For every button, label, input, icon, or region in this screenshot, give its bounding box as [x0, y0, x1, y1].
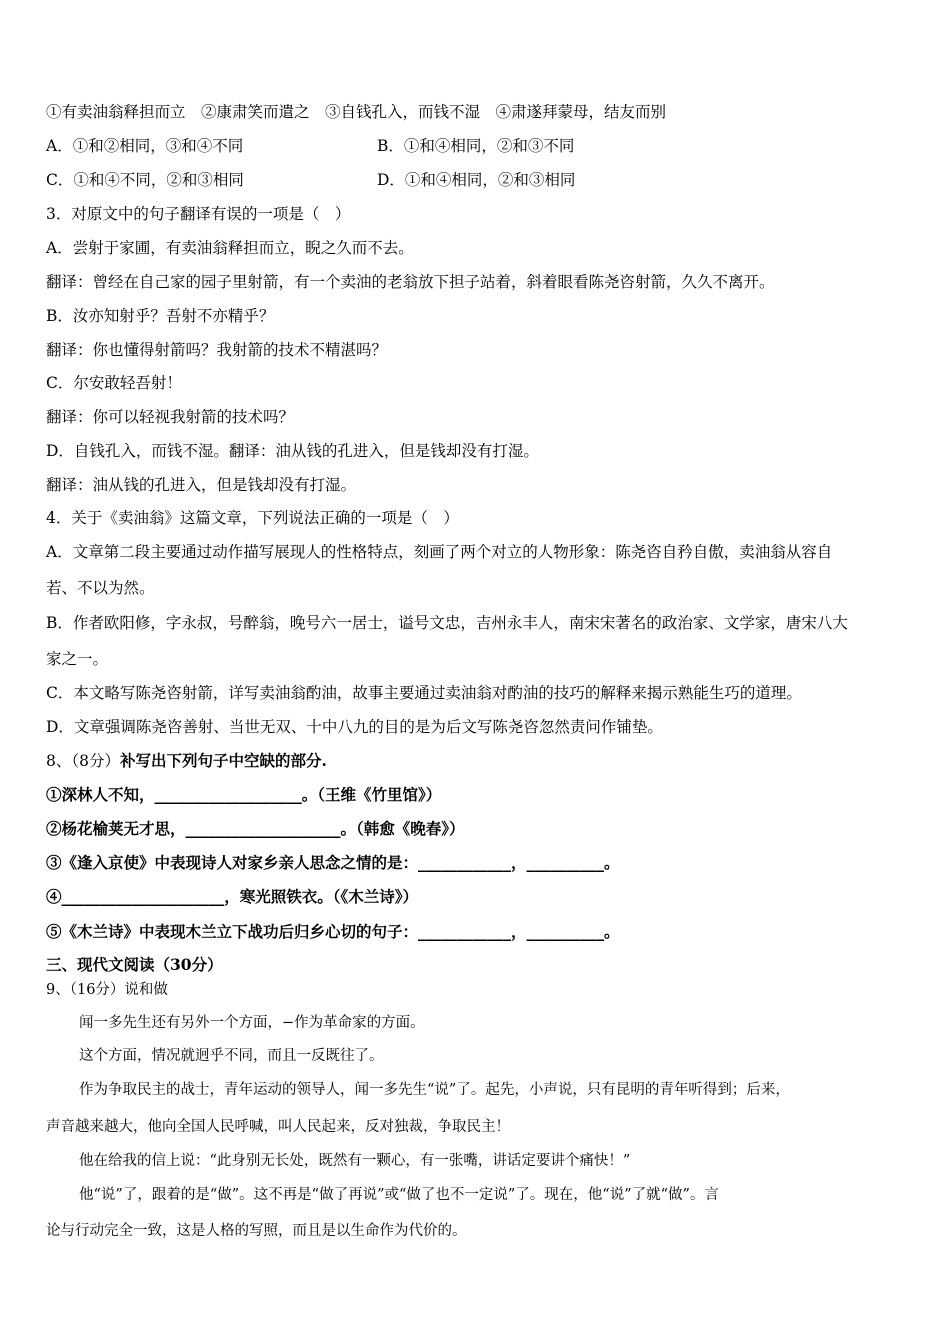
q4-option-a-line2: 若、不以为然。: [46, 579, 155, 597]
q4-option-a-line1: A．文章第二段主要通过动作描写展现人的性格特点，刻画了两个对立的人物形象：陈尧咨自矜自傲，卖油翁从容自: [46, 543, 833, 561]
q4-stem: 4．关于《卖油翁》这篇文章，下列说法正确的一项是（ ）: [46, 509, 459, 527]
passage-paragraph-3-line2: 声音越来越大，他向全国人民呼喊，叫人民起来，反对独裁，争取民主！: [46, 1119, 510, 1135]
section-3-title: 三、现代文阅读（30分）: [46, 955, 223, 974]
q3-option-b-translation: 翻译：你也懂得射箭吗？我射箭的技术不精湛吗？: [46, 341, 388, 359]
q4-option-c: C．本文略写陈尧咨射箭，详写卖油翁酌油，故事主要通过卖油翁对酌油的技巧的解释来揭示熟能生巧的道理。: [46, 684, 802, 702]
q2-option-a: A．①和②相同，③和④不同: [46, 137, 244, 155]
passage-paragraph-1: 闻一多先生还有另外一个方面，−作为革命家的方面。: [79, 1015, 425, 1031]
q8-heading: [46, 751, 327, 771]
q8-item-3: ③《逢入京使》中表现诗人对家乡亲人思念之情的是：____________，__________。: [46, 853, 620, 872]
q3-option-a-translation: 翻译：曾经在自己家的园子里射箭，有一个卖油的老翁放下担子站着，斜着眼看陈尧咨射箭，久久不离开。: [46, 273, 775, 291]
q4-option-b-line1: B．作者欧阳修，字永叔，号醉翁，晚号六一居士，谥号文忠，吉州永丰人，南宋宋著名的政治家、文学家，唐宋八大: [46, 614, 848, 632]
q4-option-d: D．文章强调陈尧咨善射、当世无双、十中八九的目的是为后文写陈尧咨忽然责问作铺垫。: [46, 718, 663, 736]
passage-paragraph-3-line1: 作为争取民主的战士，青年运动的领导人，闻一多先生“说”了。起先，小声说，只有昆明的青年听得到；后来，: [79, 1082, 790, 1098]
q8-item-4: ④_____________________，寒光照铁衣。（《木兰诗》）: [46, 887, 419, 906]
q8-item-5: ⑤《木兰诗》中表现木兰立下战功后归乡心切的句子：____________，__________。: [46, 922, 620, 941]
q8-item-1: ①深林人不知，___________________。（王维《竹里馆》）: [46, 785, 442, 804]
passage-paragraph-2: 这个方面，情况就迥乎不同，而且一反既往了。: [79, 1048, 384, 1064]
q3-option-c-translation: 翻译：你可以轻视我射箭的技术吗？: [46, 408, 295, 426]
q8-item-2: ②杨花榆荚无才思，____________________。（韩愈《晚春》）: [46, 819, 465, 838]
q3-option-a: A．尝射于家圃，有卖油翁释担而立，睨之久而不去。: [46, 239, 414, 257]
q8-title: 补写出下列句子中空缺的部分.: [119, 751, 327, 770]
passage-paragraph-4: 他在给我的信上说：“此身别无长处，既然有一颗心，有一张嘴，讲话定要讲个痛快！”: [79, 1153, 631, 1169]
q2-option-d: D．①和④相同，②和③相同: [377, 171, 576, 189]
q4-option-b-line2: 家之一。: [46, 650, 109, 668]
q9-heading: 9、（16分）说和做: [46, 982, 168, 998]
q3-option-d-translation: 翻译：油从钱的孔进入，但是钱却没有打湿。: [46, 476, 357, 494]
q2-sentences: ①有卖油翁释担而立 ②康肃笑而遣之 ③自钱孔入，而钱不湿 ④肃遂拜蒙母，结友而别: [46, 103, 667, 121]
q3-option-b: B．汝亦知射乎？吾射不亦精乎？: [46, 307, 275, 325]
q2-option-c: C．①和④不同，②和③相同: [46, 171, 244, 189]
q3-option-c: C．尔安敢轻吾射！: [46, 374, 182, 392]
q2-option-b: B．①和④相同，②和③不同: [377, 137, 575, 155]
q8-number: 8、（8分）: [46, 752, 120, 770]
passage-paragraph-5-line1: 他“说”了，跟着的是“做”。这不再是“做了再说”或“做了也不一定说”了。现在，他“说”了就“做”。言: [79, 1187, 719, 1203]
q3-option-d: D．自钱孔入，而钱不湿。翻译：油从钱的孔进入，但是钱却没有打湿。: [46, 442, 539, 460]
passage-paragraph-5-line2: 论与行动完全一致，这是人格的写照，而且是以生命作为代价的。: [46, 1223, 467, 1239]
q3-stem: 3．对原文中的句子翻译有误的一项是（ ）: [46, 205, 351, 223]
